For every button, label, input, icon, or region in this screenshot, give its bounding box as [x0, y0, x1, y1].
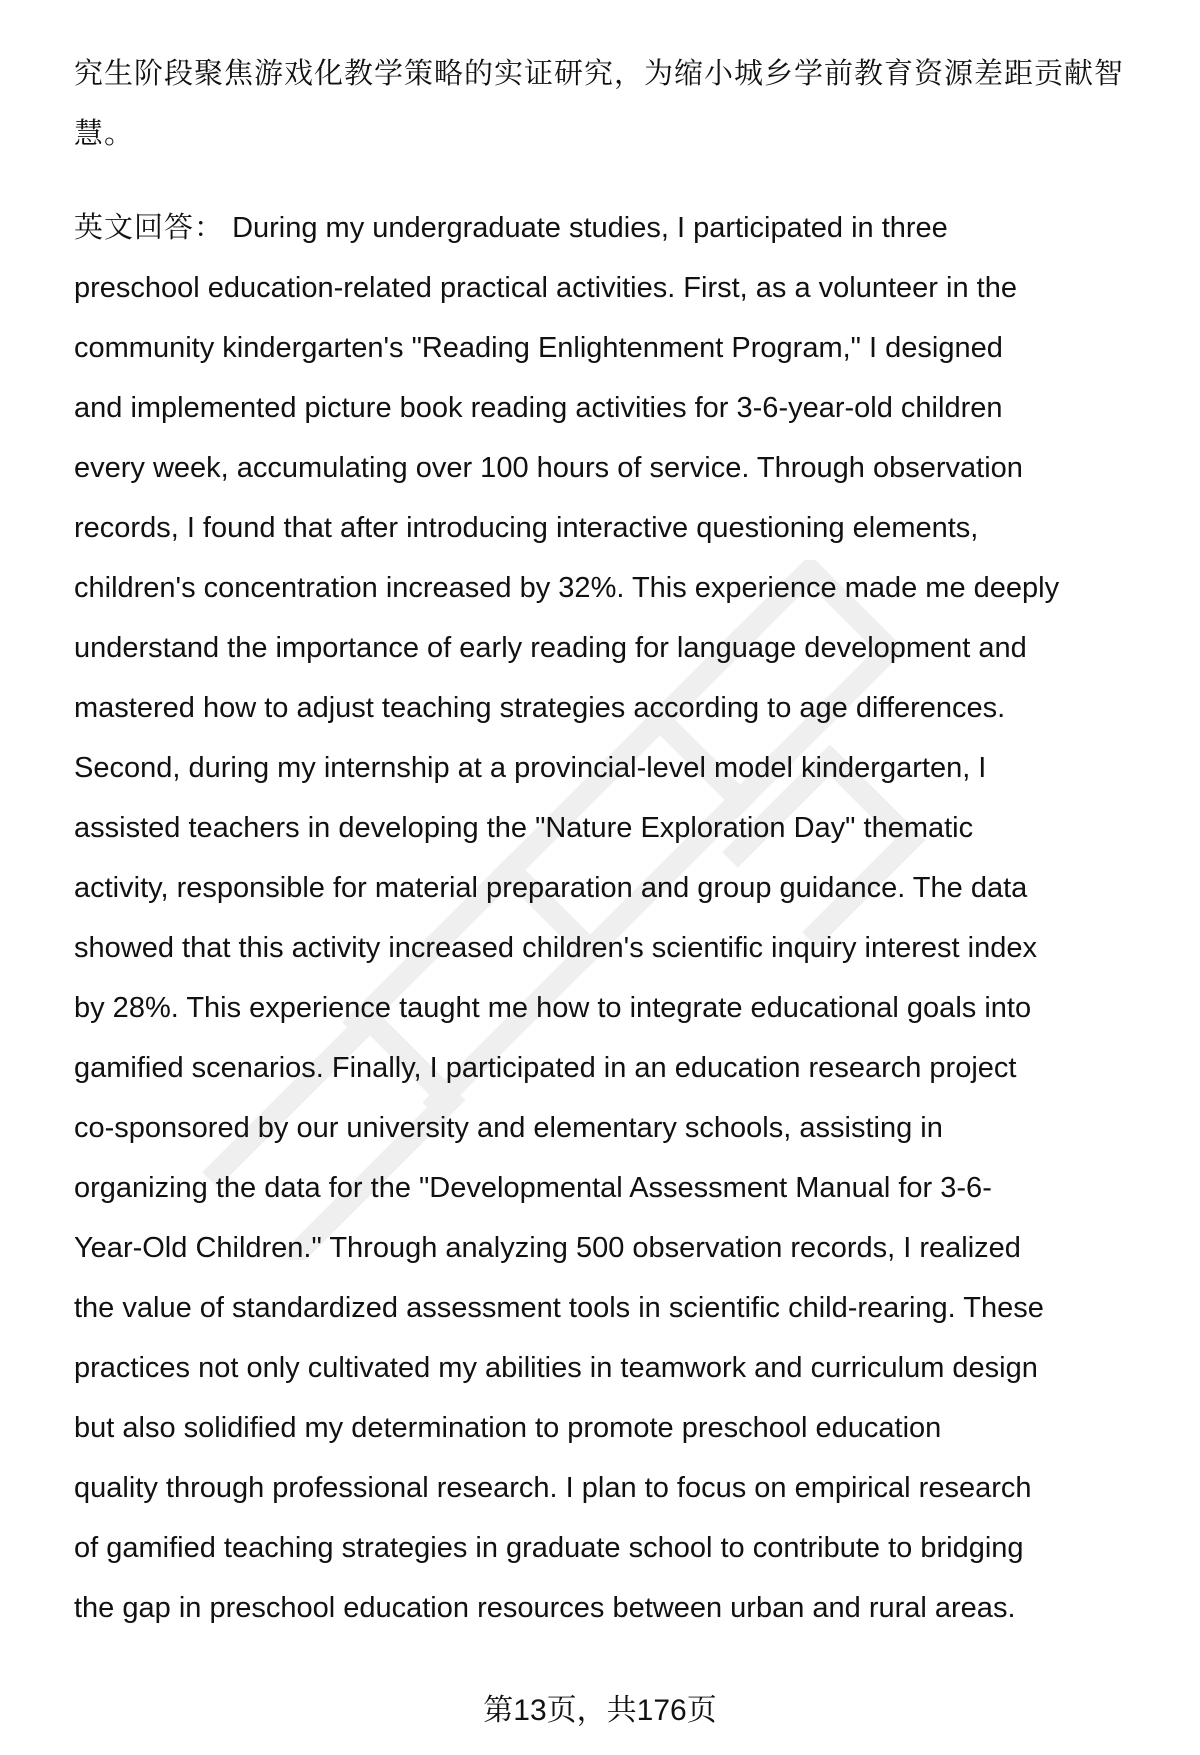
answer-text-line: showed that this activity increased children's scientific inquiry interest index [74, 932, 1037, 964]
answer-text-line: Second, during my internship at a provincial-level model kindergarten, I [74, 752, 987, 784]
answer-text-line: by 28%. This experience taught me how to integrate educational goals into [74, 992, 1032, 1024]
answer-text-line: and implemented picture book reading activities for 3-6-year-old children [74, 392, 1003, 424]
page-number-footer: 第13页，共176页 [483, 1694, 717, 1727]
answer-text-line: gamified scenarios. Finally, I participated in an education research project [74, 1052, 1017, 1084]
answer-text-line: mastered how to adjust teaching strategies according to age differences. [74, 692, 1006, 724]
answer-text-line: understand the importance of early reading for language development and [74, 632, 1027, 664]
answer-text-line: activity, responsible for material preparation and group guidance. The data [74, 872, 1028, 904]
answer-text-line: the gap in preschool education resources between urban and rural areas. [74, 1592, 1016, 1624]
answer-text-line: During my undergraduate studies, I participated in three [224, 212, 948, 244]
answer-text-line: co-sponsored by our university and elementary schools, assisting in [74, 1112, 943, 1144]
answer-text-line: organizing the data for the "Developmental Assessment Manual for 3-6- [74, 1172, 992, 1204]
answer-text-line: preschool education-related practical activities. First, as a volunteer in the [74, 272, 1017, 304]
english-answer-first-line [74, 198, 948, 258]
answer-text-line: the value of standardized assessment tools in scientific child-rearing. These [74, 1292, 1044, 1324]
answer-text-line: every week, accumulating over 100 hours of service. Through observation [74, 452, 1023, 484]
answer-text-line: community kindergarten's "Reading Enlightenment Program," I designed [74, 332, 1003, 364]
answer-text-line: records, I found that after introducing interactive questioning elements, [74, 512, 979, 544]
answer-text-line: but also solidified my determination to promote preschool education [74, 1412, 942, 1444]
answer-text-line: Year-Old Children." Through analyzing 500 observation records, I realized [74, 1232, 1021, 1264]
english-answer-label: 英文回答： [74, 212, 225, 244]
answer-text-line: practices not only cultivated my abilities in teamwork and curriculum design [74, 1352, 1038, 1384]
chinese-text-line: 慧。 [74, 118, 135, 150]
answer-text-line: of gamified teaching strategies in graduate school to contribute to bridging [74, 1532, 1024, 1564]
answer-text-line: quality through professional research. I plan to focus on empirical research [74, 1472, 1032, 1504]
chinese-text-line: 究生阶段聚焦游戏化教学策略的实证研究，为缩小城乡学前教育资源差距贡献智 [74, 58, 1125, 90]
answer-text-line: assisted teachers in developing the "Nature Exploration Day" thematic [74, 812, 974, 844]
answer-text-line: children's concentration increased by 32%. This experience made me deeply [74, 572, 1060, 604]
